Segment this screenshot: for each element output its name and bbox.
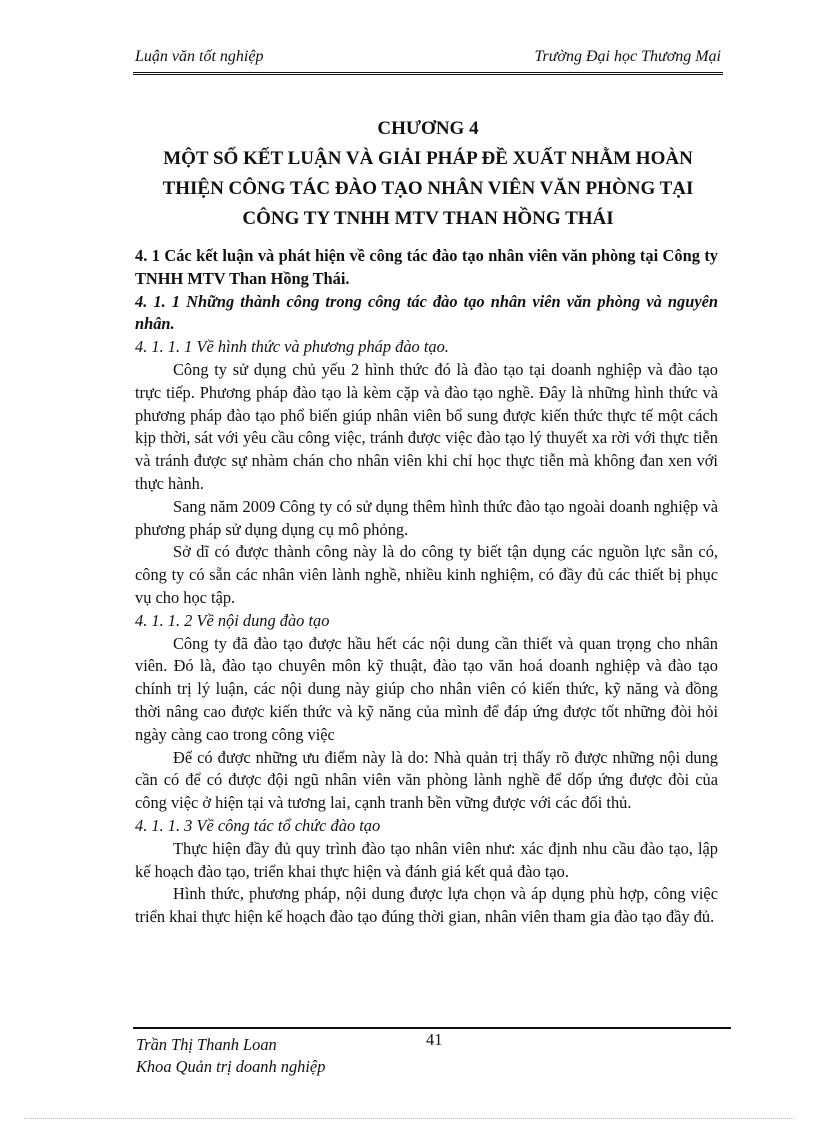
chapter-title-line-1: MỘT SỐ KẾT LUẬN VÀ GIẢI PHÁP ĐỀ XUẤT NHẰM HOÀN: [163, 148, 693, 169]
chapter-title-line-2: THIỆN CÔNG TÁC ĐÀO TẠO NHÂN VIÊN VĂN PHÒNG TẠI: [162, 178, 694, 199]
subsection-heading-4-1-1-3: 4. 1. 1. 3 Về công tác tổ chức đào tạo: [135, 815, 381, 835]
chapter-number: CHƯƠNG 4: [377, 118, 479, 139]
header-thesis-label: Luận văn tốt nghiệp: [135, 48, 264, 65]
footer-author: Trần Thị Thanh Loan: [136, 1035, 277, 1054]
paragraph: Sở dĩ có được thành công này là do công ty biết tận dụng các nguồn lực sẵn có, công ty có sẵn các nhân viên lành nghề, nhiều kinh nghiệm, có đầy đủ các thiết bị phục vụ cho học tập.: [135, 542, 718, 607]
header-university-label: Trường Đại học Thương Mại: [534, 48, 721, 65]
paragraph: Công ty sử dụng chủ yếu 2 hình thức đó là đào tạo tại doanh nghiệp và đào tạo trực tiếp. Phương pháp đào tạo là kèm cặp và đào tạo nghề. Đây là những hình thức và phương pháp đào tạo phổ biến giúp nhân viên bổ sung được kiến thức thực tế một cách kịp thời, sát với yêu cầu công việc, tránh được việc đào tạo lý thuyết xa rời với thực tiễn và tránh được sự nhàm chán cho nhân viên khi chỉ học thực tiễn mà không đan xen với thực hành.: [135, 359, 718, 493]
footer-rule: [133, 1027, 731, 1029]
page-number: 41: [426, 1030, 443, 1049]
paragraph: Sang năm 2009 Công ty có sử dụng thêm hình thức đào tạo ngoài doanh nghiệp và phương pháp sử dụng dụng cụ mô phỏng.: [135, 496, 718, 539]
section-heading-4-1: 4. 1 Các kết luận và phát hiện về công tác đào tạo nhân viên văn phòng tại Công ty TNHH MTV Than Hồng Thái.: [135, 246, 718, 288]
section-heading-4-1-1: 4. 1. 1 Những thành công trong công tác đào tạo nhân viên văn phòng và nguyên nhân.: [135, 291, 718, 334]
footer-faculty: Khoa Quản trị doanh nghiệp: [136, 1057, 326, 1076]
paragraph: Hình thức, phương pháp, nội dung được lựa chọn và áp dụng phù hợp, công việc triển khai thực hiện kế hoạch đào tạo đúng thời gian, nhân viên tham gia đào tạo đầy đủ.: [135, 884, 718, 927]
chapter-title-line-3: CÔNG TY TNHH MTV THAN HỒNG THÁI: [242, 208, 614, 229]
paragraph: Công ty đã đào tạo được hầu hết các nội dung cần thiết và quan trọng cho nhân viên. Đó là, đào tạo chuyên môn kỹ thuật, đào tạo văn hoá doanh nghiệp và đào tạo chính trị lý luận, các nội dung này giúp cho nhân viên có kiến thức, kỹ năng và đồng thời nâng cao được kiến thức và kỹ năng của mình để đáp ứng được tốt những đòi hỏi ngày càng cao trong công việc: [135, 633, 718, 744]
paragraph: Để có được những ưu điểm này là do: Nhà quản trị thấy rõ được những nội dung cần có để có được đội ngũ nhân viên văn phòng lành nghề để dốp ứng được đòi của công việc ở hiện tại và tương lai, cạnh tranh bền vững được với các đối thủ.: [135, 747, 718, 813]
page-footer: [136, 1034, 726, 1078]
chapter-title-block: [133, 114, 723, 234]
paragraph: Thực hiện đầy đủ quy trình đào tạo nhân viên như: xác định nhu cầu đào tạo, lập kế hoạch đào tạo, triển khai thực hiện và đánh giá kết quả đào tạo.: [135, 838, 718, 881]
subsection-heading-4-1-1-2: 4. 1. 1. 2 Về nội dung đào tạo: [135, 610, 330, 630]
body-content: [135, 245, 718, 929]
page-header: [133, 48, 721, 70]
header-rule: [133, 72, 723, 75]
page-bottom-dotted-line: [24, 1118, 794, 1119]
subsection-heading-4-1-1-1: 4. 1. 1. 1 Về hình thức và phương pháp đào tạo.: [135, 337, 449, 357]
